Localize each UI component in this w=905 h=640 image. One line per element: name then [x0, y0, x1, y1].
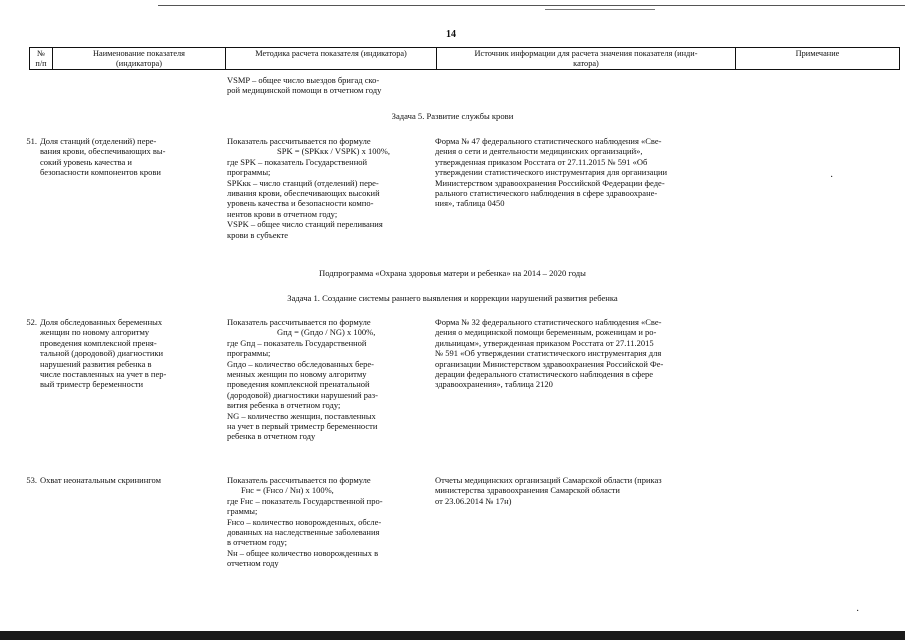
task5-heading: Задача 5. Развитие службы крови [391, 111, 514, 121]
text-line: № 591 «Об утверждении статистического инструментария для [435, 348, 662, 359]
row51-name [40, 136, 218, 178]
text-line: утверждении статистического инструментария для организации [435, 167, 668, 178]
text-line: Форма № 32 федерального статистического наблюдения «Све- [435, 317, 662, 327]
text-line: крови в субъекте [227, 229, 289, 240]
header-col-method-line: Методика расчета показателя (индикатора) [255, 49, 407, 58]
text-line: где Fнс – показатель Государственной про- [227, 495, 383, 506]
text-line: где Gпд – показатель Государственной [227, 337, 367, 348]
text-line: на учет в первый триместр беременности [227, 421, 378, 432]
text-line: Nн – общее количество новорожденных в [227, 547, 379, 558]
table-header [29, 47, 900, 70]
text-line: NG – количество женщин, поставленных [227, 410, 376, 421]
header-col-number [30, 48, 53, 70]
text-line: Форма № 47 федерального статистического наблюдения «Све- [435, 136, 662, 146]
text-line: от 23.06.2014 № 17н) [435, 495, 512, 506]
header-col-note [736, 48, 900, 70]
text-line: нентов крови в отчетном году; [227, 208, 338, 219]
header-col-number-line: № [37, 49, 45, 58]
text-line: организации Министерством здравоохранения Российской Фе- [435, 358, 664, 369]
row52-name [40, 317, 218, 390]
formula: Gпд = (Gпдо / NG) х 100%, [277, 327, 376, 338]
text-line: ребенка в отчетном году [227, 431, 316, 442]
header-col-source-line: катора) [573, 58, 599, 68]
header-col-note-line: Примечание [795, 49, 840, 58]
text-line: программы; [227, 167, 271, 178]
text-line: Gпдо – количество обследованных бере- [227, 358, 374, 369]
text-line: женщин по новому алгоритму [40, 327, 150, 338]
text-line: Доля обследованных беременных [40, 317, 163, 327]
text-line: отчетном году [227, 558, 279, 569]
row53-source [435, 475, 721, 506]
text-line: сокий уровень качества и [40, 156, 132, 167]
text-line: безопасности компонентов крови [40, 167, 161, 178]
text-line: рой медицинской помощи в отчетном году [227, 85, 382, 96]
text-line: программы; [227, 348, 271, 359]
text-line: Показатель рассчитывается по формуле [227, 475, 371, 485]
text-line: рального статистического наблюдения в сфере здравоохране- [435, 188, 658, 199]
header-col-source-line: Источник информации для расчета значения показателя (инди- [474, 49, 698, 58]
text-line: менных женщин по новому алгоритму [227, 369, 367, 380]
text-line: тальной (дородовой) диагностики [40, 348, 164, 359]
text-line: дильницам», утвержденная приказом Росстата от 27.11.2015 [435, 337, 654, 348]
scan-speck: · [856, 606, 860, 617]
header-col-name-line: Наименование показателя [93, 49, 185, 58]
header-col-name-line: (индикатора) [116, 58, 162, 68]
text-line: Министерством здравоохранения Российской Федерации феде- [435, 177, 665, 188]
text-line: в отчетном году; [227, 537, 287, 548]
header-col-number-line: п/п [35, 58, 47, 68]
text-line: нарушений развития ребенка в [40, 358, 152, 369]
text-line: ния», таблица 0450 [435, 198, 505, 209]
text-line: дерации федерального статистического наблюдения в сфере [435, 369, 654, 380]
header-col-name [53, 48, 226, 70]
header-col-method [226, 48, 437, 70]
text-line: здравоохранения», таблица 2120 [435, 379, 553, 390]
row52-source [435, 317, 721, 390]
text-line: где SPK – показатель Государственной [227, 156, 368, 167]
text-line: ливания крови, обеспечивающих высокий [227, 188, 380, 199]
text-line: Охват неонатальным скринингом [40, 475, 161, 485]
text-line: числе поставленных на учет в пер- [40, 369, 167, 380]
text-line: утвержденная приказом Росстата от 27.11.2015 № 591 «Об [435, 156, 648, 167]
row-number: 51. [26, 136, 37, 146]
text-line: VSPK – общее число станций переливания [227, 219, 383, 230]
text-line: VSMP – общее число выездов бригад ско- [227, 75, 380, 85]
scan-speck: · [830, 172, 834, 183]
continuation-text [227, 75, 427, 96]
scan-edge-bar [0, 631, 905, 640]
text-line: дения о медицинской помощи беременным, роженицам и ро- [435, 327, 657, 338]
text-line: вый триместр беременности [40, 379, 144, 390]
text-line: дованных на наследственные заболевания [227, 527, 380, 538]
text-line: Fнсо – количество новорожденных, обсле- [227, 516, 382, 527]
text-line: дения о сети и деятельности медицинских организаций», [435, 146, 643, 157]
text-line: вания крови, обеспечивающих вы- [40, 146, 166, 157]
text-line: министерства здравоохранения Самарской области [435, 485, 620, 496]
formula: SPK = (SPKкк / VSPK) х 100%, [277, 146, 390, 157]
text-line: SPKкк – число станций (отделений) пере- [227, 177, 379, 188]
row52-method [227, 317, 427, 442]
row53-method [227, 475, 427, 569]
row51-method [227, 136, 427, 240]
formula: Fнс = (Fнсо / Nн) х 100%, [241, 485, 334, 496]
row51-source [435, 136, 721, 209]
top-rule-short [545, 9, 655, 10]
subprogram-heading: Подпрограмма «Охрана здоровья матери и ребенка» на 2014 – 2020 годы [319, 268, 586, 278]
text-line: граммы; [227, 506, 258, 517]
text-line: Отчеты медицинских организаций Самарской области (приказ [435, 475, 662, 485]
row-number: 52. [26, 317, 37, 327]
text-line: Доля станций (отделений) пере- [40, 136, 157, 146]
row-number: 53. [26, 475, 37, 485]
row53-name [40, 475, 218, 485]
text-line: (дородовой) диагностики нарушений раз- [227, 389, 378, 400]
header-col-source [437, 48, 736, 70]
text-line: Показатель рассчитывается по формуле [227, 317, 371, 327]
text-line: Показатель рассчитывается по формуле [227, 136, 371, 146]
text-line: вития ребенка в отчетном году; [227, 400, 341, 411]
text-line: проведения комплексной пренатальной [227, 379, 370, 390]
text-line: уровень качества и безопасности компо- [227, 198, 374, 209]
text-line: проведения комплексной преня- [40, 337, 157, 348]
task1-heading: Задача 1. Создание системы раннего выявления и коррекции нарушений развития ребенка [287, 293, 618, 303]
top-rule [158, 5, 905, 6]
page-number: 14 [446, 29, 456, 40]
